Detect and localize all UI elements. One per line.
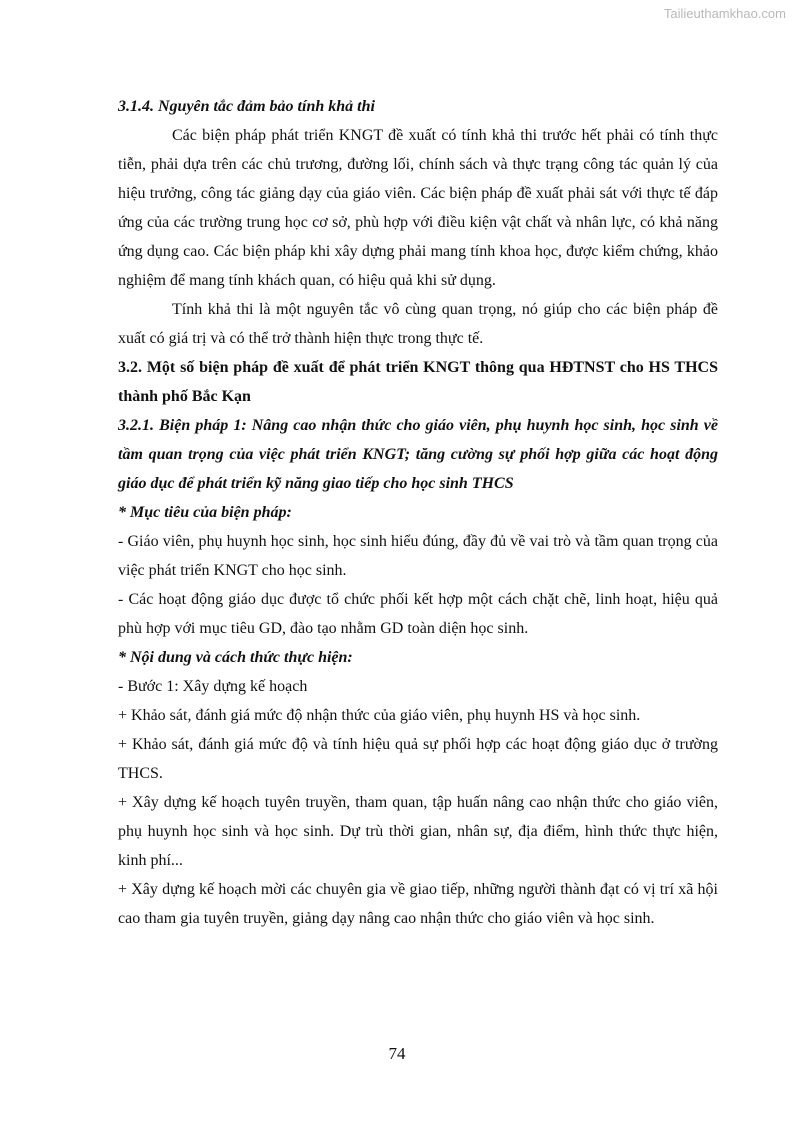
list-item: + Khảo sát, đánh giá mức độ nhận thức của giáo viên, phụ huynh HS và học sinh. <box>118 707 641 724</box>
paragraph: Tính khả thi là một nguyên tắc vô cùng quan trọng, nó giúp cho các biện pháp đề xuất có giá trị và có thể trở thành hiện thực trong thực tế. <box>118 301 718 347</box>
subheading-objectives: * Mục tiêu của biện pháp: <box>118 504 292 521</box>
document-body <box>118 92 718 933</box>
subheading-content: * Nội dung và cách thức thực hiện: <box>118 649 353 666</box>
section-heading-3-2-1: 3.2.1. Biện pháp 1: Nâng cao nhận thức cho giáo viên, phụ huynh học sinh, học sinh về tầm quan trọng của việc phát triển KNGT; tăng cường sự phối hợp giữa các hoạt động giáo dục để phát triển kỹ năng giao tiếp cho học sinh THCS <box>118 417 718 492</box>
list-item: - Giáo viên, phụ huynh học sinh, học sinh hiểu đúng, đầy đủ về vai trò và tầm quan trọng của việc phát triển KNGT cho học sinh. <box>118 533 718 579</box>
paragraph: Các biện pháp phát triển KNGT đề xuất có tính khả thi trước hết phải có tính thực tiễn, phải dựa trên các chủ trương, đường lối, chính sách và thực trạng công tác quản lý của hiệu trưởng, công tác giảng dạy của giáo viên. Các biện pháp đề xuất phải sát với thực tế đáp ứng của các trường trung học cơ sở, phù hợp với điều kiện vật chất và nhân lực, có khả năng ứng dụng cao. Các biện pháp khi xây dựng phải mang tính khoa học, được kiểm chứng, khảo nghiệm để mang tính khách quan, có hiệu quả khi sử dụng. <box>118 127 718 289</box>
list-item: + Xây dựng kế hoạch tuyên truyền, tham quan, tập huấn nâng cao nhận thức cho giáo viên, phụ huynh học sinh và học sinh. Dự trù thời gian, nhân sự, địa điểm, hình thức thực hiện, kinh phí... <box>118 794 718 869</box>
list-item: + Xây dựng kế hoạch mời các chuyên gia về giao tiếp, những người thành đạt có vị trí xã hội cao tham gia tuyên truyền, giảng dạy nâng cao nhận thức cho giáo viên và học sinh. <box>118 881 718 927</box>
list-item: - Bước 1: Xây dựng kế hoạch <box>118 678 308 695</box>
list-item: + Khảo sát, đánh giá mức độ và tính hiệu quả sự phối hợp các hoạt động giáo dục ở trường THCS. <box>118 736 718 782</box>
page-number: 74 <box>388 1044 406 1063</box>
section-heading-3-2: 3.2. Một số biện pháp đề xuất để phát triển KNGT thông qua HĐTNST cho HS THCS thành phố Bắc Kạn <box>118 359 718 405</box>
section-heading-3-1-4: 3.1.4. Nguyên tắc đảm bảo tính khả thi <box>118 98 375 115</box>
watermark: Tailieuthamkhao.com <box>663 6 786 21</box>
list-item: - Các hoạt động giáo dục được tổ chức phối kết hợp một cách chặt chẽ, linh hoạt, hiệu quả phù hợp với mục tiêu GD, đào tạo nhằm GD toàn diện học sinh. <box>118 591 718 637</box>
